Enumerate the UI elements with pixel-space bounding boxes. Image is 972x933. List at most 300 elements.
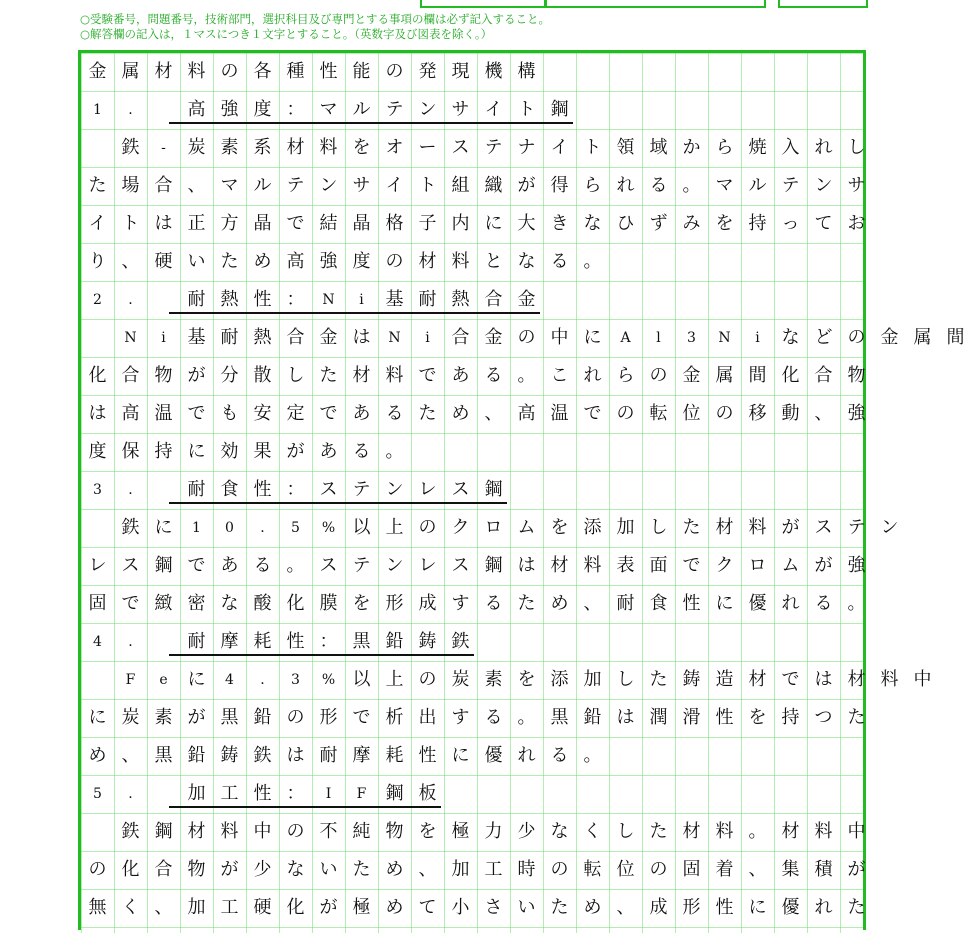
grid-char: サ bbox=[451, 99, 470, 120]
grid-char: 。 bbox=[385, 441, 404, 462]
answer-body-row bbox=[81, 547, 866, 585]
grid-char: 。 bbox=[517, 365, 536, 386]
answer-body-row bbox=[81, 395, 866, 433]
answer-body-row bbox=[81, 509, 899, 547]
grid-char: 発 bbox=[418, 61, 437, 82]
grid-char: が bbox=[220, 859, 239, 880]
grid-char: F bbox=[356, 786, 367, 802]
grid-char: F bbox=[125, 672, 136, 688]
grid-char: 散 bbox=[253, 365, 272, 386]
grid-char: 小 bbox=[451, 897, 470, 918]
grid-char: 性 bbox=[319, 61, 338, 82]
grid-char: 料 bbox=[451, 251, 470, 272]
answer-body-row bbox=[81, 433, 863, 471]
grid-char: を bbox=[715, 213, 734, 234]
grid-char: 中 bbox=[847, 821, 866, 842]
answer-body-row bbox=[81, 357, 866, 395]
grid-char: 鉛 bbox=[583, 707, 602, 728]
grid-char: 、 bbox=[484, 403, 503, 424]
grid-char: 鋳 bbox=[682, 669, 701, 690]
grid-char: ン bbox=[385, 479, 404, 500]
grid-char: ど bbox=[814, 327, 833, 348]
grid-char: 高 bbox=[187, 99, 206, 120]
grid-char: 現 bbox=[451, 61, 470, 82]
grid-char: 晶 bbox=[352, 213, 371, 234]
grid-char: 化 bbox=[286, 593, 305, 614]
grid-char: あ bbox=[220, 555, 239, 576]
grid-char: 優 bbox=[748, 593, 767, 614]
grid-char: 5 bbox=[93, 786, 102, 802]
grid-char: 合 bbox=[814, 365, 833, 386]
grid-char: 中 bbox=[253, 821, 272, 842]
grid-char: 少 bbox=[517, 821, 536, 842]
grid-char: ス bbox=[121, 555, 140, 576]
grid-char: が bbox=[187, 707, 206, 728]
grid-char: ス bbox=[319, 479, 338, 500]
grid-char: お bbox=[847, 213, 866, 234]
grid-char: イ bbox=[88, 213, 107, 234]
grid-char: % bbox=[321, 672, 336, 688]
grid-char: は bbox=[286, 745, 305, 766]
grid-char: 耐 bbox=[616, 593, 635, 614]
grid-char: サ bbox=[352, 175, 371, 196]
grid-char: 材 bbox=[187, 821, 206, 842]
grid-char: 属 bbox=[121, 61, 140, 82]
grid-char: 正 bbox=[187, 213, 206, 234]
grid-char: を bbox=[352, 593, 371, 614]
grid-char: 鋼 bbox=[484, 479, 503, 500]
grid-char: 純 bbox=[352, 821, 371, 842]
grid-char: 間 bbox=[748, 365, 767, 386]
grid-char: 強 bbox=[220, 99, 239, 120]
grid-char: が bbox=[286, 441, 305, 462]
grid-char: る bbox=[550, 745, 569, 766]
answer-heading-row bbox=[81, 623, 863, 661]
grid-char: な bbox=[517, 251, 536, 272]
grid-char: に bbox=[187, 441, 206, 462]
grid-char: 料 bbox=[220, 821, 239, 842]
answer-body-row bbox=[81, 167, 866, 205]
grid-char: れ bbox=[616, 175, 635, 196]
grid-char: 3 bbox=[291, 672, 300, 688]
grid-char: 造 bbox=[715, 669, 734, 690]
grid-char: 熱 bbox=[253, 327, 272, 348]
grid-char bbox=[81, 319, 114, 357]
grid-char: ら bbox=[715, 137, 734, 158]
grid-char: 属 bbox=[913, 327, 932, 348]
grid-char: N bbox=[718, 330, 731, 346]
grid-char: 材 bbox=[847, 669, 866, 690]
grid-char: 出 bbox=[418, 707, 437, 728]
grid-char: 加 bbox=[187, 897, 206, 918]
grid-char: 得 bbox=[550, 175, 569, 196]
grid-char: 耐 bbox=[187, 289, 206, 310]
grid-char: 系 bbox=[253, 137, 272, 158]
grid-char: め bbox=[88, 745, 107, 766]
grid-char: 構 bbox=[517, 61, 536, 82]
grid-char: 料 bbox=[748, 517, 767, 538]
grid-char: 析 bbox=[385, 707, 404, 728]
grid-char: 極 bbox=[352, 897, 371, 918]
grid-char: 力 bbox=[484, 821, 503, 842]
grid-char: 性 bbox=[715, 897, 734, 918]
grid-char: - bbox=[161, 140, 166, 156]
grid-char: I bbox=[325, 786, 332, 802]
grid-char: 工 bbox=[220, 897, 239, 918]
grid-char: な bbox=[220, 593, 239, 614]
grid-char: 強 bbox=[847, 555, 866, 576]
grid-char: れ bbox=[517, 745, 536, 766]
grid-char: 熱 bbox=[220, 289, 239, 310]
grid-char: に bbox=[187, 669, 206, 690]
grid-char: 機 bbox=[484, 61, 503, 82]
grid-char: % bbox=[321, 520, 336, 536]
grid-char: し bbox=[286, 365, 305, 386]
grid-char: が bbox=[814, 555, 833, 576]
grid-char: の bbox=[550, 859, 569, 880]
grid-char: 優 bbox=[484, 745, 503, 766]
grid-char: 鋳 bbox=[220, 745, 239, 766]
grid-char: 食 bbox=[649, 593, 668, 614]
grid-char: こ bbox=[550, 365, 569, 386]
grid-char: テ bbox=[781, 175, 800, 196]
grid-char: に bbox=[583, 327, 602, 348]
grid-char: 鉄 bbox=[253, 745, 272, 766]
grid-char: 方 bbox=[220, 213, 239, 234]
grid-char: 、 bbox=[616, 897, 635, 918]
answer-body-row bbox=[81, 813, 866, 851]
grid-char: 材 bbox=[682, 821, 701, 842]
grid-char: 工 bbox=[484, 859, 503, 880]
grid-char: 各 bbox=[253, 61, 272, 82]
grid-char: 域 bbox=[649, 137, 668, 158]
grid-char: 酸 bbox=[253, 593, 272, 614]
grid-char: 晶 bbox=[253, 213, 272, 234]
grid-char: の bbox=[385, 251, 404, 272]
grid-char: し bbox=[616, 821, 635, 842]
grid-char: め bbox=[451, 403, 470, 424]
answer-heading-row bbox=[81, 471, 863, 509]
grid-char: 、 bbox=[154, 897, 173, 918]
grid-char: 集 bbox=[781, 859, 800, 880]
grid-char: た bbox=[847, 897, 866, 918]
grid-char: 性 bbox=[715, 707, 734, 728]
grid-char: れ bbox=[781, 593, 800, 614]
grid-char: い bbox=[517, 897, 536, 918]
grid-char: 基 bbox=[187, 327, 206, 348]
grid-char: の bbox=[220, 61, 239, 82]
grid-char: 合 bbox=[286, 327, 305, 348]
grid-char: 持 bbox=[154, 441, 173, 462]
grid-char: N bbox=[388, 330, 401, 346]
grid-char: で bbox=[187, 403, 206, 424]
grid-char: た bbox=[352, 859, 371, 880]
grid-char: ス bbox=[451, 479, 470, 500]
grid-char: の bbox=[286, 707, 305, 728]
grid-char: 料 bbox=[385, 365, 404, 386]
grid-char: 不 bbox=[319, 821, 338, 842]
grid-char: た bbox=[649, 669, 668, 690]
grid-char: 黒 bbox=[154, 745, 173, 766]
answer-body-row bbox=[81, 851, 866, 889]
grid-char: 黒 bbox=[550, 707, 569, 728]
grid-char: っ bbox=[781, 213, 800, 234]
grid-char: ス bbox=[814, 517, 833, 538]
heading-underline bbox=[169, 122, 573, 124]
grid-char: レ bbox=[88, 555, 107, 576]
grid-char: 鋼 bbox=[154, 555, 173, 576]
grid-char: 物 bbox=[187, 859, 206, 880]
grid-char: る bbox=[484, 365, 503, 386]
grid-char: 形 bbox=[385, 593, 404, 614]
grid-char: ： bbox=[319, 631, 338, 652]
grid-char: る bbox=[814, 593, 833, 614]
grid-char: 格 bbox=[385, 213, 404, 234]
grid-char: 上 bbox=[385, 517, 404, 538]
grid-char: N bbox=[124, 330, 137, 346]
grid-char: あ bbox=[352, 403, 371, 424]
grid-char: 材 bbox=[154, 61, 173, 82]
grid-char: 料 bbox=[583, 555, 602, 576]
grid-char: 強 bbox=[847, 403, 866, 424]
grid-char: ら bbox=[616, 365, 635, 386]
grid-char: る bbox=[385, 403, 404, 424]
grid-char: ひ bbox=[616, 213, 635, 234]
grid-char: 。 bbox=[583, 745, 602, 766]
grid-char: 鉄 bbox=[121, 137, 140, 158]
grid-char: テ bbox=[847, 517, 866, 538]
grid-char: る bbox=[550, 251, 569, 272]
grid-char: 性 bbox=[286, 631, 305, 652]
grid-char: 加 bbox=[187, 783, 206, 804]
answer-body-row bbox=[81, 319, 965, 357]
grid-char: 料 bbox=[715, 821, 734, 842]
answer-sheet[interactable] bbox=[78, 50, 965, 930]
grid-char: 中 bbox=[913, 669, 932, 690]
grid-char: ： bbox=[286, 783, 305, 804]
grid-char: 1 bbox=[93, 102, 102, 118]
grid-char: 面 bbox=[649, 555, 668, 576]
grid-char: 位 bbox=[616, 859, 635, 880]
grid-char: 摩 bbox=[352, 745, 371, 766]
grid-char: い bbox=[319, 859, 338, 880]
grid-char: 化 bbox=[88, 365, 107, 386]
grid-char: 添 bbox=[583, 517, 602, 538]
grid-char: . bbox=[128, 634, 133, 650]
grid-char: 結 bbox=[319, 213, 338, 234]
grid-char: 素 bbox=[154, 707, 173, 728]
grid-char: た bbox=[550, 897, 569, 918]
answer-body-row bbox=[81, 661, 932, 699]
grid-char: レ bbox=[418, 555, 437, 576]
grid-char: 果 bbox=[253, 441, 272, 462]
grid-char: 材 bbox=[418, 251, 437, 272]
grid-char: 形 bbox=[319, 707, 338, 728]
grid-char: 素 bbox=[484, 669, 503, 690]
grid-char: 固 bbox=[88, 593, 107, 614]
grid-char: 、 bbox=[121, 745, 140, 766]
grid-char: 上 bbox=[385, 669, 404, 690]
grid-char: は bbox=[352, 327, 371, 348]
answer-body-row bbox=[81, 737, 863, 775]
grid-char: i bbox=[161, 330, 166, 346]
grid-char: 工 bbox=[220, 783, 239, 804]
instruction-2: ○解答欄の記入は，１マスにつき１文字とすること。（英数字及び図表を除く。） bbox=[80, 27, 493, 41]
grid-char: 。 bbox=[748, 821, 767, 842]
grid-char: ン bbox=[880, 517, 899, 538]
grid-char: 熱 bbox=[451, 289, 470, 310]
grid-char: ト bbox=[517, 99, 536, 120]
grid-char: 大 bbox=[517, 213, 536, 234]
grid-char: れ bbox=[814, 137, 833, 158]
grid-char: 性 bbox=[682, 593, 701, 614]
grid-char: 炭 bbox=[451, 669, 470, 690]
grid-char: は bbox=[814, 669, 833, 690]
grid-char: 物 bbox=[154, 365, 173, 386]
grid-char: 4 bbox=[93, 634, 102, 650]
grid-char: ： bbox=[286, 289, 305, 310]
grid-char: ム bbox=[517, 517, 536, 538]
grid-char: 金 bbox=[319, 327, 338, 348]
grid-char: 場 bbox=[121, 175, 140, 196]
grid-char: 効 bbox=[220, 441, 239, 462]
grid-char: 3 bbox=[93, 482, 102, 498]
grid-char: で bbox=[319, 403, 338, 424]
grid-char: と bbox=[484, 251, 503, 272]
grid-char: の bbox=[649, 365, 668, 386]
grid-char: た bbox=[847, 707, 866, 728]
grid-char: 材 bbox=[550, 555, 569, 576]
grid-char: 合 bbox=[154, 175, 173, 196]
grid-char: 鋼 bbox=[484, 555, 503, 576]
grid-char: 添 bbox=[550, 669, 569, 690]
answer-body-row bbox=[81, 699, 866, 737]
answer-body-row bbox=[81, 243, 863, 281]
grid-char: し bbox=[616, 669, 635, 690]
grid-char: で bbox=[187, 555, 206, 576]
grid-char: 、 bbox=[814, 403, 833, 424]
grid-char: 滑 bbox=[682, 707, 701, 728]
grid-char: 織 bbox=[484, 175, 503, 196]
grid-char: 5 bbox=[291, 520, 300, 536]
grid-char: ク bbox=[715, 555, 734, 576]
grid-char: る bbox=[352, 441, 371, 462]
grid-char: 、 bbox=[121, 251, 140, 272]
exam-number-box[interactable] bbox=[420, 0, 546, 8]
grid-char: の bbox=[418, 669, 437, 690]
grid-char: か bbox=[682, 137, 701, 158]
grid-char: が bbox=[847, 859, 866, 880]
grid-char: ： bbox=[286, 479, 305, 500]
grid-char: 以 bbox=[352, 517, 371, 538]
grid-char: 時 bbox=[517, 859, 536, 880]
grid-char: 、 bbox=[748, 859, 767, 880]
grid-char: 物 bbox=[847, 365, 866, 386]
grid-char: 少 bbox=[253, 859, 272, 880]
grid-char: i bbox=[359, 292, 364, 308]
grid-char: め bbox=[385, 897, 404, 918]
grid-char: で bbox=[781, 669, 800, 690]
grid-char: の bbox=[88, 859, 107, 880]
grid-char: を bbox=[517, 669, 536, 690]
grid-char: て bbox=[418, 897, 437, 918]
grid-char: め bbox=[550, 593, 569, 614]
heading-underline bbox=[169, 312, 540, 314]
grid-char: 板 bbox=[418, 783, 437, 804]
grid-char: く bbox=[583, 821, 602, 842]
grid-char: 基 bbox=[385, 289, 404, 310]
grid-char: 性 bbox=[418, 745, 437, 766]
grid-char: た bbox=[319, 365, 338, 386]
grid-char: 。 bbox=[517, 707, 536, 728]
grid-char: 耐 bbox=[187, 479, 206, 500]
grid-char: マ bbox=[715, 175, 734, 196]
grid-char: イ bbox=[550, 137, 569, 158]
grid-char: で bbox=[352, 707, 371, 728]
grid-char: 0 bbox=[225, 520, 234, 536]
grid-char: の bbox=[847, 327, 866, 348]
grid-char: e bbox=[159, 672, 168, 688]
instruction-1: ○受験番号，問題番号，技術部門，選択科目及び専門とする事項の欄は必ず記入すること。 bbox=[80, 12, 551, 26]
grid-char: 料 bbox=[814, 821, 833, 842]
grid-char: 度 bbox=[253, 99, 272, 120]
grid-char: 鋼 bbox=[154, 821, 173, 842]
grid-char: . bbox=[260, 520, 265, 536]
grid-char: 合 bbox=[154, 859, 173, 880]
grid-char: 、 bbox=[187, 175, 206, 196]
grid-char: の bbox=[649, 859, 668, 880]
grid-char: 転 bbox=[649, 403, 668, 424]
grid-char: 性 bbox=[253, 289, 272, 310]
grid-char: 積 bbox=[814, 859, 833, 880]
grid-char: ト bbox=[121, 213, 140, 234]
grid-char: 保 bbox=[121, 441, 140, 462]
grid-char: 焼 bbox=[748, 137, 767, 158]
grid-char: テ bbox=[352, 555, 371, 576]
grid-char: 高 bbox=[286, 251, 305, 272]
grid-char: し bbox=[649, 517, 668, 538]
grid-char: ン bbox=[814, 175, 833, 196]
grid-char: 形 bbox=[682, 897, 701, 918]
answer-heading-row bbox=[81, 775, 863, 813]
grid-char: 材 bbox=[781, 821, 800, 842]
question-number-box[interactable] bbox=[545, 0, 766, 8]
grid-char: 入 bbox=[781, 137, 800, 158]
grid-char: 能 bbox=[352, 61, 371, 82]
grid-char: 4 bbox=[225, 672, 234, 688]
grid-char: に bbox=[451, 745, 470, 766]
grid-char: 種 bbox=[286, 61, 305, 82]
grid-char: で bbox=[286, 213, 305, 234]
grid-char: 炭 bbox=[121, 707, 140, 728]
grid-char: 硬 bbox=[253, 897, 272, 918]
grid-char: . bbox=[260, 672, 265, 688]
grid-char: 耐 bbox=[418, 289, 437, 310]
department-box[interactable] bbox=[778, 0, 868, 8]
grid-char: 金 bbox=[880, 327, 899, 348]
grid-char: . bbox=[128, 786, 133, 802]
grid-char: 温 bbox=[154, 403, 173, 424]
grid-char: 金 bbox=[88, 61, 107, 82]
grid-char: 優 bbox=[781, 897, 800, 918]
grid-char: ー bbox=[418, 137, 437, 158]
grid-char: ン bbox=[319, 175, 338, 196]
grid-char: マ bbox=[220, 175, 239, 196]
grid-char: 。 bbox=[682, 175, 701, 196]
grid-char: 着 bbox=[715, 859, 734, 880]
grid-char: た bbox=[88, 175, 107, 196]
grid-char: A bbox=[620, 330, 631, 346]
